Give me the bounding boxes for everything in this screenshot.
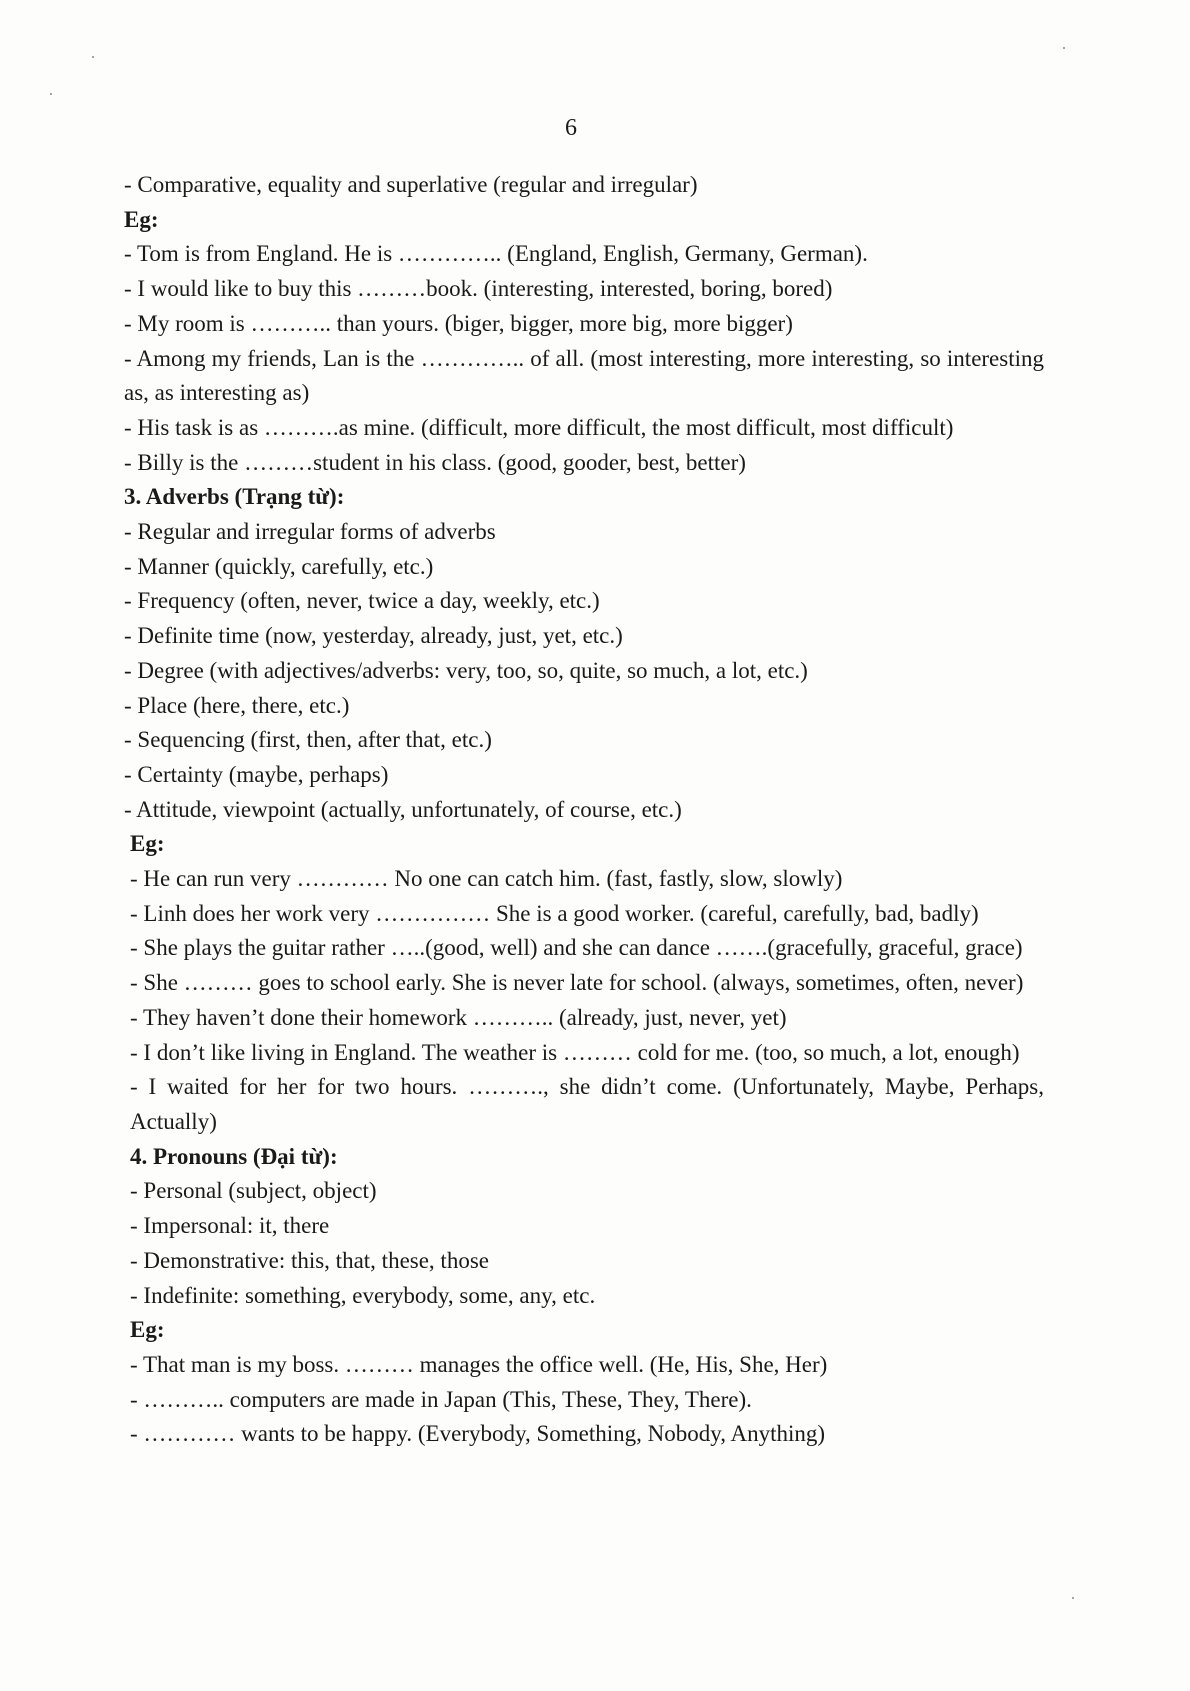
- adverb-topic: - Sequencing (first, then, after that, etc.): [124, 727, 492, 753]
- scan-speck: [92, 56, 94, 58]
- adverb-topic: - Manner (quickly, carefully, etc.): [124, 553, 434, 579]
- adverb-topic: - Degree (with adjectives/adverbs: very, too, so, quite, so much, a lot, etc.): [124, 657, 808, 683]
- eg-label: Eg:: [130, 1317, 165, 1343]
- adverbs-heading: 3. Adverbs (Trạng từ):: [124, 484, 345, 510]
- pronoun-topic: - Impersonal: it, there: [130, 1213, 330, 1239]
- example-line: - Billy is the ………student in his class. (good, gooder, best, better): [124, 449, 746, 475]
- adverb-topic: - Attitude, viewpoint (actually, unfortunately, of course, etc.): [124, 796, 682, 822]
- example-line: - ……….. computers are made in Japan (This, These, They, There).: [130, 1386, 752, 1412]
- eg-label: Eg:: [124, 206, 159, 232]
- page-number: 6: [565, 115, 577, 141]
- eg-label: Eg:: [130, 831, 165, 857]
- pronoun-topic: - Personal (subject, object): [130, 1178, 377, 1204]
- example-line: - I would like to buy this ………book. (interesting, interested, boring, bored): [124, 276, 833, 302]
- example-line: - Tom is from England. He is ………….. (England, English, Germany, German).: [124, 241, 868, 267]
- example-line: - Among my friends, Lan is the ………….. of all. (most interesting, more interesting, so interesting as, as interesting as): [124, 345, 1044, 406]
- adverb-topic: - Certainty (maybe, perhaps): [124, 761, 389, 787]
- example-line: - He can run very ………… No one can catch him. (fast, fastly, slow, slowly): [130, 866, 843, 892]
- pronoun-topic: - Demonstrative: this, that, these, those: [130, 1247, 489, 1273]
- page-content: [124, 168, 1044, 1452]
- example-line: - She plays the guitar rather …..(good, well) and she can dance …….(gracefully, graceful, grace): [130, 935, 1023, 961]
- pronouns-heading: 4. Pronouns (Đại từ):: [130, 1143, 338, 1169]
- scan-speck: [1063, 47, 1065, 49]
- adverb-topic: - Definite time (now, yesterday, already, just, yet, etc.): [124, 623, 623, 649]
- example-line: - ………… wants to be happy. (Everybody, Something, Nobody, Anything): [130, 1421, 826, 1447]
- adverb-topic: - Regular and irregular forms of adverbs: [124, 519, 496, 545]
- example-line: - My room is ……….. than yours. (biger, bigger, more big, more bigger): [124, 310, 793, 336]
- example-line: - I don’t like living in England. The weather is ……… cold for me. (too, so much, a lot, enough): [130, 1039, 1020, 1065]
- example-line: - Linh does her work very …………… She is a good worker. (careful, carefully, bad, badly): [130, 900, 979, 926]
- example-line: - I waited for her for two hours. ………., she didn’t come. (Unfortunately, Maybe, Perhaps, Actually): [130, 1074, 1044, 1134]
- example-line: - They haven’t done their homework ……….. (already, just, never, yet): [130, 1004, 787, 1030]
- scan-speck: [1072, 1597, 1074, 1599]
- adverb-topic: - Frequency (often, never, twice a day, weekly, etc.): [124, 588, 600, 614]
- example-line: - She ……… goes to school early. She is never late for school. (always, sometimes, often, never): [130, 970, 1024, 996]
- comparative-topic: - Comparative, equality and superlative (regular and irregular): [124, 172, 698, 197]
- example-line: - That man is my boss. ……… manages the office well. (He, His, She, Her): [130, 1351, 828, 1377]
- pronoun-topic: - Indefinite: something, everybody, some, any, etc.: [130, 1282, 596, 1308]
- example-line: - His task is as ……….as mine. (difficult, more difficult, the most difficult, most difficult): [124, 414, 954, 440]
- adverb-topic: - Place (here, there, etc.): [124, 692, 350, 718]
- scan-speck: [50, 93, 52, 95]
